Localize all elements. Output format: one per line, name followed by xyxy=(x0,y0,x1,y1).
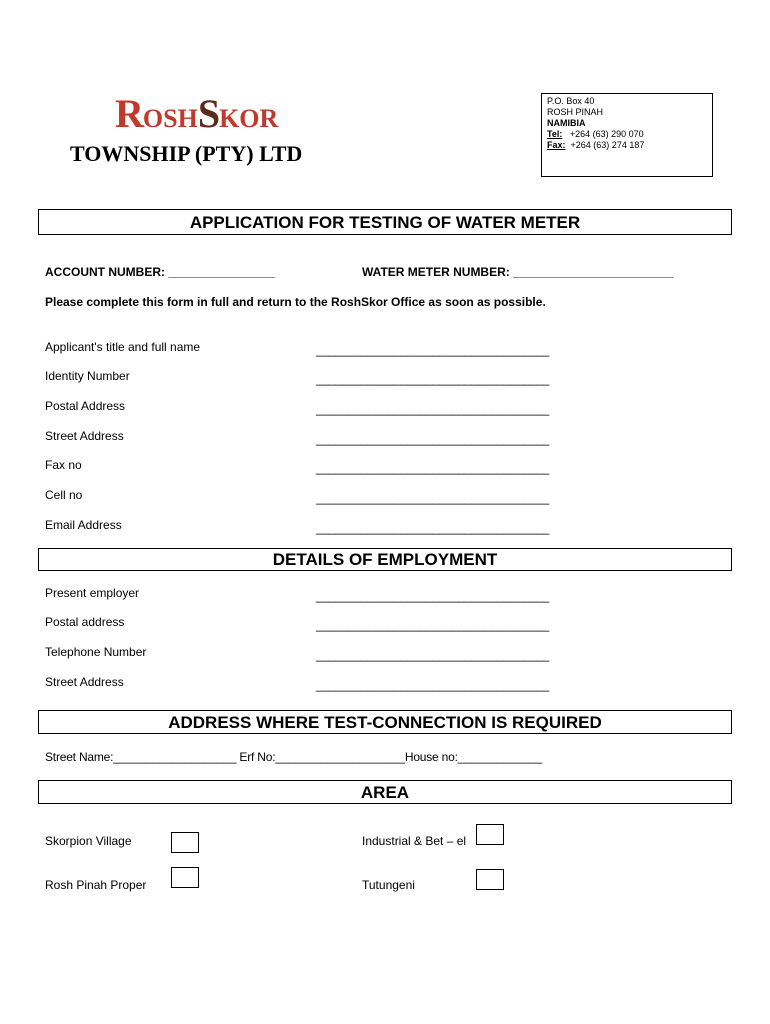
field-label-email-address: Email Address xyxy=(45,518,122,532)
company-name: TOWNSHIP (PTY) LTD xyxy=(70,141,303,166)
field-label-employer-postal-address: Postal address xyxy=(45,615,125,629)
form-title: APPLICATION FOR TESTING OF WATER METER xyxy=(38,209,732,235)
area-checkbox-rosh-pinah-proper[interactable] xyxy=(171,867,199,888)
section-header-test-connection: ADDRESS WHERE TEST-CONNECTION IS REQUIRED xyxy=(38,710,732,734)
field-line-telephone-number[interactable]: ____________________________________ xyxy=(316,648,550,662)
field-label-identity-number: Identity Number xyxy=(45,369,130,383)
field-line-present-employer[interactable]: ____________________________________ xyxy=(316,589,550,603)
field-label-street-address: Street Address xyxy=(45,429,124,443)
instruction-text: Please complete this form in full and return to the RoshSkor Office as soon as possible. xyxy=(45,295,546,309)
field-label-fax-no: Fax no xyxy=(45,458,82,472)
field-line-postal-address[interactable]: ____________________________________ xyxy=(316,402,550,416)
field-line-applicant-name[interactable]: ____________________________________ xyxy=(316,343,550,357)
water-meter-number-field[interactable]: WATER METER NUMBER: ________________________ xyxy=(362,265,674,279)
area-option-label-rosh-pinah-proper: Rosh Pinah Proper xyxy=(45,878,147,892)
section-header-employment: DETAILS OF EMPLOYMENT xyxy=(38,548,732,571)
fax: Fax: +264 (63) 274 187 xyxy=(547,140,645,150)
test-connection-address-line[interactable]: Street Name:___________________ Erf No:____________________House no:_____________ xyxy=(45,750,542,764)
area-checkbox-industrial-bet-el[interactable] xyxy=(476,824,504,845)
field-label-present-employer: Present employer xyxy=(45,586,140,600)
field-label-telephone-number: Telephone Number xyxy=(45,645,147,659)
area-option-label-industrial-bet-el: Industrial & Bet – el xyxy=(362,834,467,848)
field-line-employer-street-address[interactable]: ____________________________________ xyxy=(316,678,550,692)
section-header-area: AREA xyxy=(38,780,732,804)
account-number-field[interactable]: ACCOUNT NUMBER: ________________ xyxy=(45,265,276,279)
field-label-postal-address: Postal Address xyxy=(45,399,126,413)
field-line-identity-number[interactable]: ____________________________________ xyxy=(316,372,550,386)
field-label-employer-street-address: Street Address xyxy=(45,675,124,689)
field-line-street-address[interactable]: ____________________________________ xyxy=(316,432,550,446)
field-line-email-address[interactable]: ____________________________________ xyxy=(316,521,550,535)
field-line-employer-postal-address[interactable]: ____________________________________ xyxy=(316,618,550,632)
town: ROSH PINAH xyxy=(547,107,604,117)
area-checkbox-tutungeni[interactable] xyxy=(476,869,504,890)
field-label-applicant-name: Applicant's title and full name xyxy=(45,340,201,354)
telephone: Tel: +264 (63) 290 070 xyxy=(547,129,644,139)
field-line-cell-no[interactable]: ____________________________________ xyxy=(316,491,550,505)
roshskor-logo: ROSHSKOR xyxy=(115,91,279,136)
area-option-label-tutungeni: Tutungeni xyxy=(362,878,415,892)
area-checkbox-skorpion-village[interactable] xyxy=(171,832,199,853)
contact-address-box xyxy=(541,93,713,177)
field-label-cell-no: Cell no xyxy=(45,488,83,502)
area-option-label-skorpion-village: Skorpion Village xyxy=(45,834,132,848)
field-line-fax-no[interactable]: ____________________________________ xyxy=(316,461,550,475)
po-box: P.O. Box 40 xyxy=(547,96,595,106)
country: NAMIBIA xyxy=(547,118,586,128)
